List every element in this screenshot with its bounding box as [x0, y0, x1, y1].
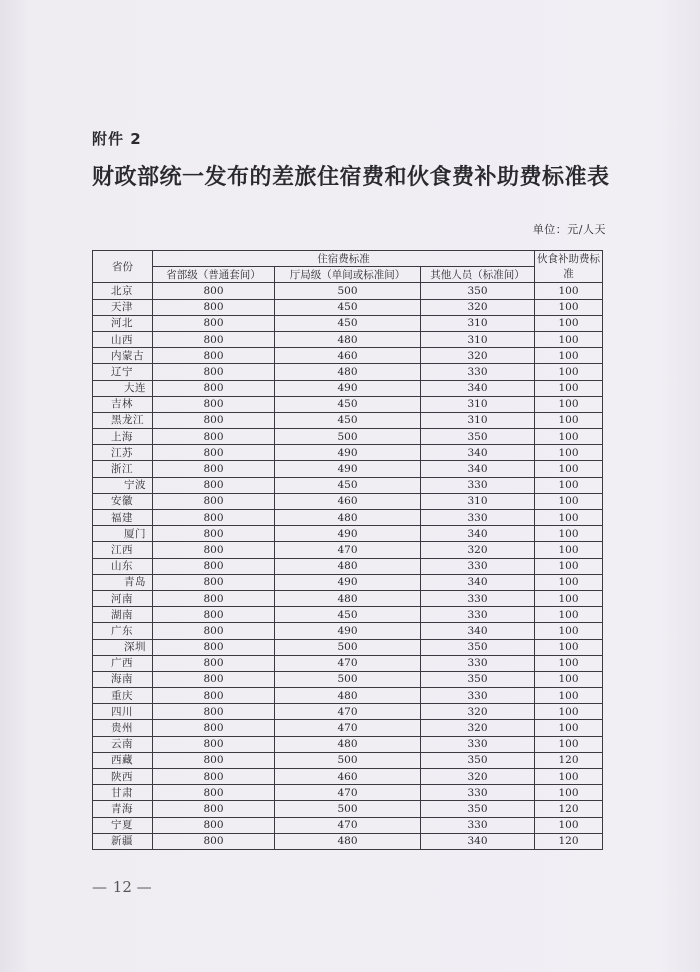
cell-ministry-rate: 800: [153, 558, 275, 574]
cell-others-rate: 350: [421, 752, 535, 768]
header-province: 省份: [93, 251, 153, 283]
cell-ministry-rate: 800: [153, 348, 275, 364]
cell-others-rate: 350: [421, 639, 535, 655]
cell-province: 陕西: [93, 769, 153, 785]
cell-meal-rate: 100: [535, 299, 603, 315]
cell-province: 江苏: [93, 445, 153, 461]
cell-meal-rate: 100: [535, 655, 603, 671]
cell-ministry-rate: 800: [153, 380, 275, 396]
cell-others-rate: 310: [421, 412, 535, 428]
cell-meal-rate: 100: [535, 590, 603, 606]
cell-province: 北京: [93, 283, 153, 299]
table-row: [93, 299, 603, 315]
cell-meal-rate: 100: [535, 429, 603, 445]
table-row: [93, 477, 603, 493]
cell-others-rate: 330: [421, 655, 535, 671]
cell-meal-rate: 100: [535, 283, 603, 299]
table-body: [93, 283, 603, 850]
cell-bureau-rate: 500: [275, 801, 421, 817]
table-row: [93, 769, 603, 785]
cell-ministry-rate: 800: [153, 477, 275, 493]
cell-bureau-rate: 480: [275, 364, 421, 380]
cell-meal-rate: 100: [535, 817, 603, 833]
table-row: [93, 817, 603, 833]
table-row: [93, 720, 603, 736]
table-row: [93, 364, 603, 380]
cell-others-rate: 340: [421, 445, 535, 461]
cell-others-rate: 320: [421, 720, 535, 736]
cell-others-rate: 320: [421, 348, 535, 364]
cell-ministry-rate: 800: [153, 526, 275, 542]
cell-others-rate: 330: [421, 817, 535, 833]
cell-others-rate: 340: [421, 574, 535, 590]
cell-meal-rate: 100: [535, 558, 603, 574]
table-row: [93, 315, 603, 331]
standards-table: [92, 250, 603, 850]
cell-province: 甘肃: [93, 785, 153, 801]
cell-ministry-rate: 800: [153, 671, 275, 687]
cell-province: 贵州: [93, 720, 153, 736]
cell-others-rate: 330: [421, 607, 535, 623]
header-bureau: 厅局级（单间或标准间）: [275, 267, 421, 283]
cell-ministry-rate: 800: [153, 461, 275, 477]
cell-province: 河南: [93, 590, 153, 606]
cell-bureau-rate: 470: [275, 817, 421, 833]
cell-province: 广西: [93, 655, 153, 671]
cell-bureau-rate: 470: [275, 785, 421, 801]
cell-province: 内蒙古: [93, 348, 153, 364]
cell-ministry-rate: 800: [153, 801, 275, 817]
cell-ministry-rate: 800: [153, 590, 275, 606]
cell-others-rate: 330: [421, 510, 535, 526]
cell-bureau-rate: 480: [275, 833, 421, 849]
table-row: [93, 607, 603, 623]
cell-province: 安徽: [93, 493, 153, 509]
table-row: [93, 590, 603, 606]
table-row: [93, 396, 603, 412]
cell-bureau-rate: 470: [275, 704, 421, 720]
cell-others-rate: 350: [421, 671, 535, 687]
cell-meal-rate: 100: [535, 331, 603, 347]
table-row: [93, 574, 603, 590]
cell-meal-rate: 100: [535, 736, 603, 752]
cell-province: 厦门: [93, 526, 153, 542]
cell-ministry-rate: 800: [153, 655, 275, 671]
cell-ministry-rate: 800: [153, 542, 275, 558]
cell-province: 上海: [93, 429, 153, 445]
cell-bureau-rate: 450: [275, 396, 421, 412]
cell-meal-rate: 100: [535, 574, 603, 590]
cell-others-rate: 330: [421, 785, 535, 801]
cell-bureau-rate: 470: [275, 542, 421, 558]
cell-meal-rate: 100: [535, 445, 603, 461]
cell-meal-rate: 100: [535, 364, 603, 380]
cell-ministry-rate: 800: [153, 445, 275, 461]
cell-others-rate: 320: [421, 299, 535, 315]
table-row: [93, 655, 603, 671]
cell-province: 湖南: [93, 607, 153, 623]
table-row: [93, 736, 603, 752]
cell-province: 辽宁: [93, 364, 153, 380]
cell-others-rate: 310: [421, 315, 535, 331]
cell-others-rate: 320: [421, 704, 535, 720]
cell-others-rate: 340: [421, 380, 535, 396]
page-number: 12: [112, 878, 132, 896]
cell-province: 广东: [93, 623, 153, 639]
cell-ministry-rate: 800: [153, 736, 275, 752]
cell-province: 西藏: [93, 752, 153, 768]
cell-meal-rate: 100: [535, 704, 603, 720]
cell-bureau-rate: 480: [275, 590, 421, 606]
table-row: [93, 493, 603, 509]
cell-others-rate: 340: [421, 526, 535, 542]
cell-province: 宁波: [93, 477, 153, 493]
cell-ministry-rate: 800: [153, 429, 275, 445]
page-title: 财政部统一发布的差旅住宿费和伙食费补助费标准表: [92, 164, 610, 190]
table-row: [93, 639, 603, 655]
cell-meal-rate: 100: [535, 639, 603, 655]
table-row: [93, 429, 603, 445]
cell-meal-rate: 100: [535, 542, 603, 558]
cell-others-rate: 340: [421, 623, 535, 639]
cell-bureau-rate: 500: [275, 429, 421, 445]
cell-province: 大连: [93, 380, 153, 396]
cell-others-rate: 320: [421, 542, 535, 558]
cell-bureau-rate: 500: [275, 752, 421, 768]
cell-ministry-rate: 800: [153, 510, 275, 526]
cell-province: 福建: [93, 510, 153, 526]
cell-bureau-rate: 480: [275, 510, 421, 526]
cell-meal-rate: 100: [535, 671, 603, 687]
cell-bureau-rate: 460: [275, 348, 421, 364]
cell-bureau-rate: 490: [275, 445, 421, 461]
table-row: [93, 785, 603, 801]
cell-ministry-rate: 800: [153, 704, 275, 720]
cell-bureau-rate: 480: [275, 736, 421, 752]
cell-meal-rate: 100: [535, 396, 603, 412]
cell-others-rate: 330: [421, 558, 535, 574]
header-others: 其他人员（标准间）: [421, 267, 535, 283]
table-row: [93, 526, 603, 542]
cell-bureau-rate: 480: [275, 688, 421, 704]
annex-label: 附件 2: [92, 130, 142, 148]
cell-ministry-rate: 800: [153, 412, 275, 428]
cell-bureau-rate: 480: [275, 331, 421, 347]
cell-ministry-rate: 800: [153, 817, 275, 833]
table-row: [93, 558, 603, 574]
cell-meal-rate: 100: [535, 348, 603, 364]
header-meal: 伙食补助费标准: [535, 251, 603, 283]
cell-bureau-rate: 450: [275, 477, 421, 493]
table-row: [93, 688, 603, 704]
cell-bureau-rate: 490: [275, 380, 421, 396]
table-row: [93, 833, 603, 849]
cell-bureau-rate: 470: [275, 720, 421, 736]
cell-meal-rate: 100: [535, 461, 603, 477]
cell-province: 山西: [93, 331, 153, 347]
cell-others-rate: 310: [421, 396, 535, 412]
cell-bureau-rate: 480: [275, 558, 421, 574]
cell-ministry-rate: 800: [153, 607, 275, 623]
cell-ministry-rate: 800: [153, 752, 275, 768]
cell-meal-rate: 120: [535, 833, 603, 849]
table-row: [93, 461, 603, 477]
cell-bureau-rate: 500: [275, 283, 421, 299]
cell-bureau-rate: 490: [275, 623, 421, 639]
cell-bureau-rate: 450: [275, 299, 421, 315]
cell-ministry-rate: 800: [153, 720, 275, 736]
table-row: [93, 752, 603, 768]
page-footer: [92, 878, 153, 896]
cell-meal-rate: 100: [535, 785, 603, 801]
cell-others-rate: 350: [421, 801, 535, 817]
cell-province: 深圳: [93, 639, 153, 655]
cell-bureau-rate: 490: [275, 461, 421, 477]
cell-bureau-rate: 500: [275, 639, 421, 655]
cell-ministry-rate: 800: [153, 623, 275, 639]
cell-province: 天津: [93, 299, 153, 315]
cell-ministry-rate: 800: [153, 299, 275, 315]
cell-ministry-rate: 800: [153, 315, 275, 331]
cell-province: 山东: [93, 558, 153, 574]
cell-bureau-rate: 450: [275, 315, 421, 331]
cell-meal-rate: 100: [535, 720, 603, 736]
cell-others-rate: 320: [421, 769, 535, 785]
cell-province: 浙江: [93, 461, 153, 477]
cell-others-rate: 330: [421, 736, 535, 752]
cell-province: 重庆: [93, 688, 153, 704]
table-row: [93, 801, 603, 817]
cell-meal-rate: 100: [535, 623, 603, 639]
table-row: [93, 412, 603, 428]
cell-province: 宁夏: [93, 817, 153, 833]
cell-meal-rate: 100: [535, 607, 603, 623]
cell-ministry-rate: 800: [153, 396, 275, 412]
cell-ministry-rate: 800: [153, 283, 275, 299]
cell-bureau-rate: 450: [275, 412, 421, 428]
table-row: [93, 380, 603, 396]
table-row: [93, 283, 603, 299]
cell-province: 吉林: [93, 396, 153, 412]
cell-others-rate: 330: [421, 688, 535, 704]
cell-province: 海南: [93, 671, 153, 687]
cell-ministry-rate: 800: [153, 785, 275, 801]
table-row: [93, 542, 603, 558]
cell-bureau-rate: 500: [275, 671, 421, 687]
cell-province: 黑龙江: [93, 412, 153, 428]
cell-ministry-rate: 800: [153, 833, 275, 849]
cell-province: 青岛: [93, 574, 153, 590]
cell-ministry-rate: 800: [153, 364, 275, 380]
cell-meal-rate: 120: [535, 801, 603, 817]
table-row: [93, 671, 603, 687]
cell-meal-rate: 100: [535, 380, 603, 396]
cell-ministry-rate: 800: [153, 688, 275, 704]
cell-meal-rate: 100: [535, 315, 603, 331]
cell-ministry-rate: 800: [153, 493, 275, 509]
cell-ministry-rate: 800: [153, 331, 275, 347]
footer-dash-left: —: [92, 878, 108, 896]
cell-bureau-rate: 470: [275, 655, 421, 671]
header-ministry: 省部级（普通套间）: [153, 267, 275, 283]
cell-others-rate: 330: [421, 590, 535, 606]
header-lodging: 住宿费标准: [153, 251, 535, 267]
cell-province: 新疆: [93, 833, 153, 849]
cell-others-rate: 310: [421, 493, 535, 509]
cell-ministry-rate: 800: [153, 574, 275, 590]
cell-bureau-rate: 460: [275, 769, 421, 785]
cell-meal-rate: 100: [535, 477, 603, 493]
cell-province: 青海: [93, 801, 153, 817]
cell-others-rate: 350: [421, 283, 535, 299]
cell-meal-rate: 100: [535, 688, 603, 704]
cell-ministry-rate: 800: [153, 769, 275, 785]
footer-dash-right: —: [136, 878, 153, 896]
cell-meal-rate: 100: [535, 769, 603, 785]
cell-meal-rate: 100: [535, 510, 603, 526]
cell-province: 河北: [93, 315, 153, 331]
cell-bureau-rate: 490: [275, 574, 421, 590]
cell-others-rate: 310: [421, 331, 535, 347]
cell-meal-rate: 100: [535, 412, 603, 428]
cell-bureau-rate: 460: [275, 493, 421, 509]
table-row: [93, 348, 603, 364]
cell-bureau-rate: 450: [275, 607, 421, 623]
cell-bureau-rate: 490: [275, 526, 421, 542]
table-header: [93, 251, 603, 283]
table-row: [93, 623, 603, 639]
unit-label: 单位：元/人天: [532, 223, 606, 236]
table-row: [93, 704, 603, 720]
cell-meal-rate: 120: [535, 752, 603, 768]
cell-province: 江西: [93, 542, 153, 558]
cell-others-rate: 330: [421, 364, 535, 380]
cell-meal-rate: 100: [535, 526, 603, 542]
cell-others-rate: 340: [421, 833, 535, 849]
table-row: [93, 510, 603, 526]
cell-others-rate: 330: [421, 477, 535, 493]
table-row: [93, 331, 603, 347]
cell-others-rate: 350: [421, 429, 535, 445]
table-row: [93, 445, 603, 461]
cell-province: 云南: [93, 736, 153, 752]
cell-ministry-rate: 800: [153, 639, 275, 655]
cell-others-rate: 340: [421, 461, 535, 477]
cell-province: 四川: [93, 704, 153, 720]
cell-meal-rate: 100: [535, 493, 603, 509]
